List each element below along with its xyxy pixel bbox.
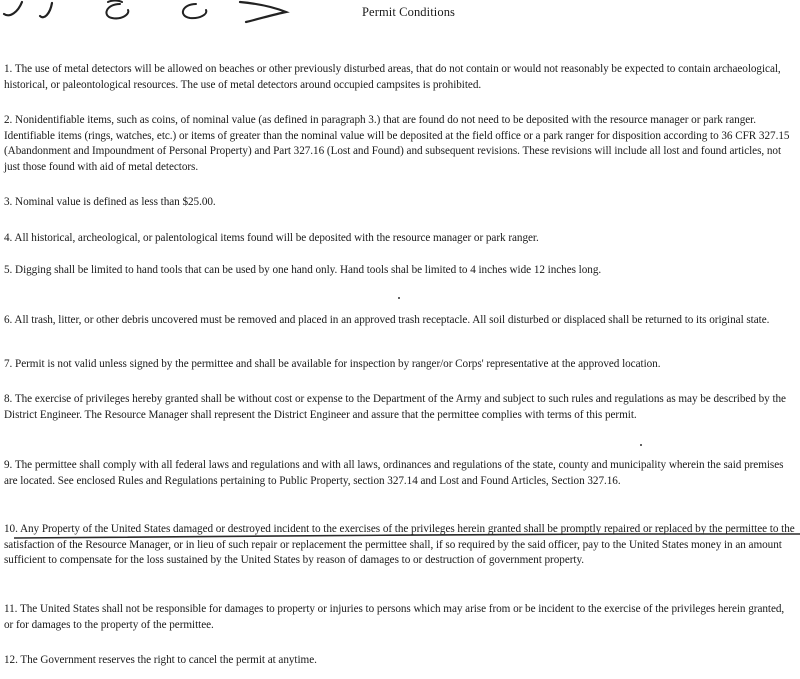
condition-8: 8. The exercise of privileges hereby granted shall be without cost or expense to the Department of the Army and subject to such rules and regulations as may be described by the District Engineer. The Resource Manager shall represent the District Engineer and assure that the permittee complies with terms of this permit.	[4, 393, 786, 421]
handwriting-scribble	[0, 0, 300, 28]
condition-9: 9. The permittee shall comply with all federal laws and regulations and with all laws, ordinances and regulations of the state, county and municipality wherein the said premises are located. See enclosed Rules and Regulations pertaining to Public Property, section 327.14 and Lost and Found Articles, Section 327.16.	[4, 459, 784, 487]
condition-12: 12. The Government reserves the right to cancel the permit at anytime.	[4, 654, 317, 666]
condition-6: 6. All trash, litter, or other debris uncovered must be removed and placed in an approved trash receptacle. All soil disturbed or displaced shall be returned to its original state.	[4, 314, 770, 326]
document-title: Permit Conditions	[362, 5, 456, 19]
condition-3: 3. Nominal value is defined as less than $25.00.	[4, 196, 216, 208]
condition-7: 7. Permit is not valid unless signed by the permittee and shall be available for inspection by ranger/or Corps' representative at the approved location.	[4, 358, 661, 370]
scan-speck	[640, 444, 642, 446]
condition-4: 4. All historical, archeological, or palentological items found will be deposited with the resource manager or park ranger.	[4, 232, 539, 244]
scan-artifact-line	[0, 530, 800, 542]
condition-5: 5. Digging shall be limited to hand tools that can be used by one hand only. Hand tools shal be limited to 4 inches wide 12 inches long.	[4, 264, 602, 276]
condition-11: 11. The United States shall not be responsible for damages to property or injuries to persons which may arise from or be incident to the exercise of the privileges herein granted, or for damages to the property of the permittee.	[4, 603, 785, 631]
scan-speck	[398, 297, 400, 299]
condition-2: 2. Nonidentifiable items, such as coins, of nominal value (as defined in paragraph 3.) that are found do not need to be deposited with the resource manager or park ranger. Identifiable items (rings, watches, etc.) or items of greater than the nominal value will be deposited at the field office or a park ranger for disposition according to 36 CFR 327.15 (Abandonment and Impoundment of Personal Property) and Part 327.16 (Lost and Found) and subsequent revisions. These revisions will include all lost and found articles, not just those found with aid of metal detectors.	[4, 114, 790, 173]
condition-1: 1. The use of metal detectors will be allowed on beaches or other previously disturbed areas, that do not contain or would not reasonably be expected to contain archaeological, historical, or paleontological resources. The use of metal detectors around occupied campsites is prohibited.	[4, 63, 781, 91]
condition-10: 10. Any Property of the United States damaged or destroyed incident to the exercises of the privileges herein granted shall be promptly repaired or replaced by the permittee to the satisfaction of the Resource Manager, or in lieu of such repair or replacement the permittee shall, if so required by the said officer, pay to the United States money in an amount sufficient to compensate for the loss sustained by the United States by reason of damages to or destruction of government property.	[4, 523, 795, 566]
